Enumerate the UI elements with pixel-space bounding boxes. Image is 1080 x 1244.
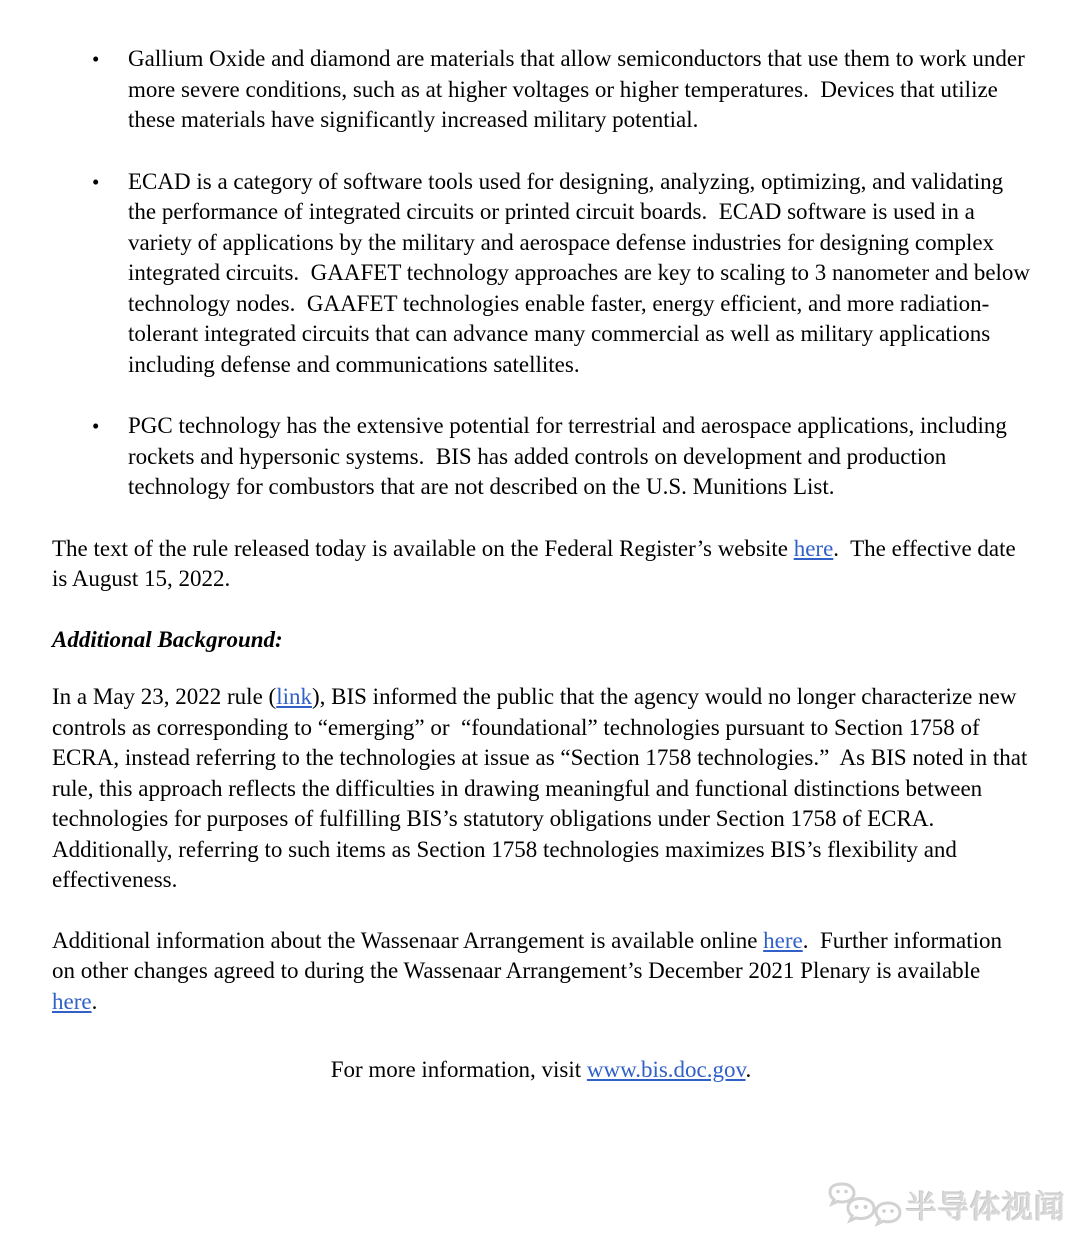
bullet-list [52,44,1036,503]
section-heading-additional-background: Additional Background: [52,626,283,652]
inline-link[interactable]: www.bis.doc.gov [586,1057,746,1082]
inline-link[interactable]: here [52,988,92,1014]
bullet-text: Gallium Oxide and diamond are materials that allow semiconductors that use them to work under more severe conditions, such as at higher voltages or higher temperatures. Devices that utilize these materials have significantly increased military potential. [128,46,1031,132]
more-info-line [52,1055,1030,1086]
watermark-text: 半导体视闻 [906,1189,1066,1226]
paragraph-may-2022-rule [52,682,1034,896]
inline-link[interactable]: link [276,684,312,709]
text-run: The text of the rule released today is available on the Federal Register’s website [52,535,794,561]
wechat-chat-bubbles-icon [824,1182,902,1234]
paragraph-rule-release [52,534,1030,595]
bullet-item-ecad [52,167,1036,381]
bullet-text: PGC technology has the extensive potential for terrestrial and aerospace applications, including rockets and hypersonic systems. BIS has added controls on development and production technology for combustors that are not described on the U.S. Munitions List. [128,413,1013,499]
inline-link[interactable]: here [763,927,803,953]
text-run: In a May 23, 2022 rule ( [52,684,277,709]
paragraph-wassenaar [52,926,1030,1018]
inline-link[interactable]: here [793,535,834,561]
bullet-marker-icon: • [92,47,100,71]
text-run: For more information, visit [330,1057,587,1082]
text-run: . [745,1057,752,1082]
bullet-marker-icon: • [92,169,100,194]
text-run: . The effective date is August 15, 2022. [52,535,1022,591]
bullet-item-gallium-oxide [52,44,1030,136]
text-run: Additional information about the Wassenaar Arrangement is available online [52,927,764,953]
bullet-item-pgc [52,411,1030,503]
watermark [824,1182,1066,1234]
text-run: ), BIS informed the public that the agency would no longer characterize new controls as corresponding to “emerging” or “foundational” technologies pursuant to Section 1758 of ECRA, instead referring to the technologies at issue as “Section 1758 technologies.” As BIS noted in that rule, this approach reflects the difficulties in drawing meaningful and functional distinctions between technologies for purposes of fulfilling BIS’s statutory obligations under Section 1758 of ECRA. Additionally, referring to such items as Section 1758 technologies maximizes BIS’s flexibility and effectiveness. [52,684,1034,892]
bullet-text: ECAD is a category of software tools used for designing, analyzing, optimizing, and validating the performance of integrated circuits or printed circuit boards. ECAD software is used in a variety of applications by the military and aerospace defense industries for designing complex integrated circuits. GAAFET technology approaches are key to scaling to 3 nanometer and below technology nodes. GAAFET technologies enable faster, energy efficient, and more radiation-tolerant integrated circuits that can advance many commercial as well as military applications including defense and communications satellites. [128,168,1036,377]
text-run: . Further information on other changes agreed to during the Wassenaar Arrangement’s December 2021 Plenary is available [52,927,1008,983]
bullet-marker-icon: • [92,414,100,438]
text-run: . [91,988,98,1014]
